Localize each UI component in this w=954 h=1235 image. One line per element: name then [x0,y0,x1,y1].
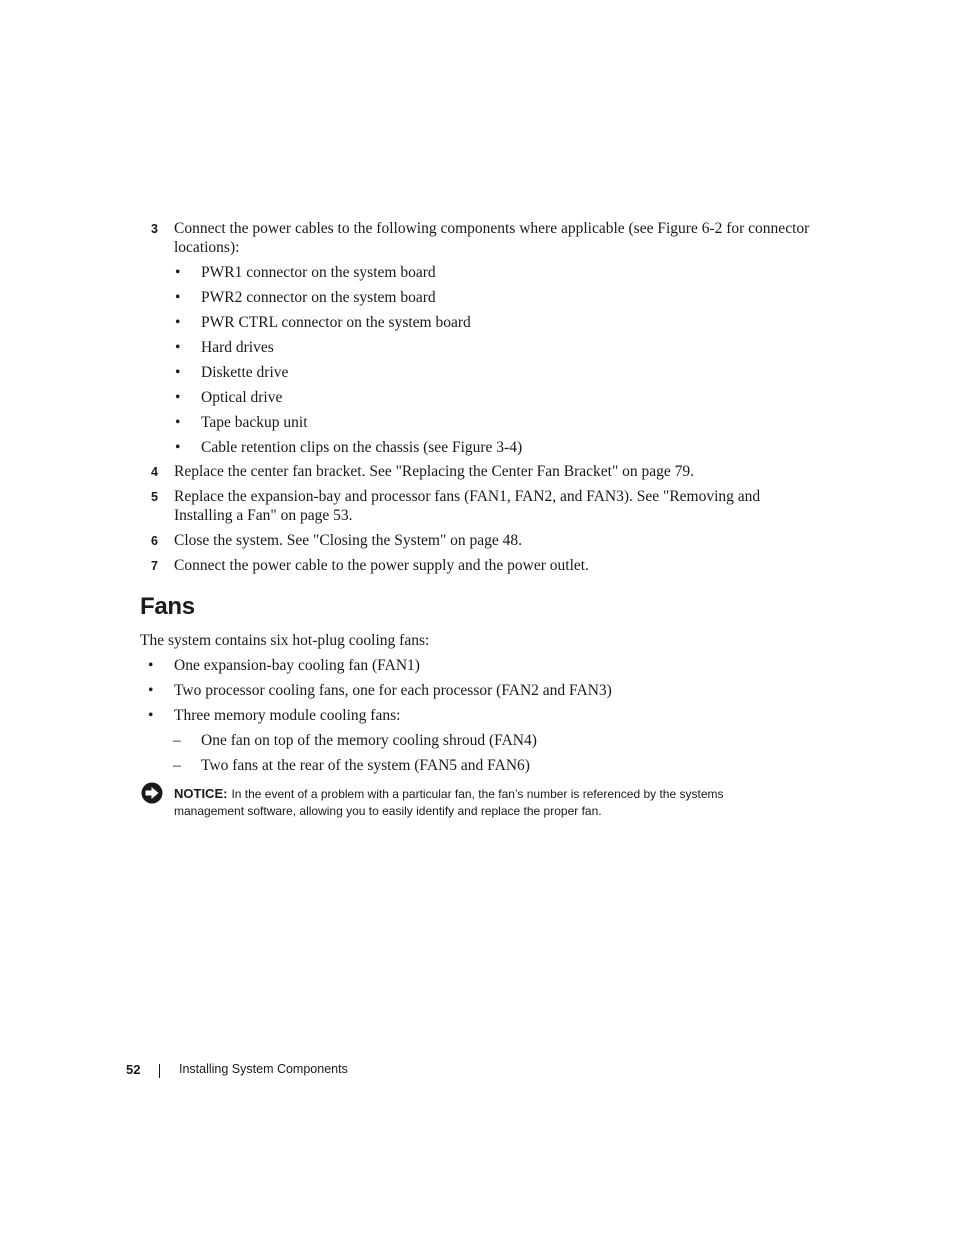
list-item-text: PWR CTRL connector on the system board [201,314,471,331]
list-item-text: Three memory module cooling fans: [174,707,401,724]
section-intro: The system contains six hot-plug cooling fans: [140,632,430,649]
notice-arrow-icon [141,782,163,804]
bullet-icon: • [148,682,154,699]
bullet-icon: • [148,657,154,674]
bullet-icon: • [175,264,181,281]
notice-label: NOTICE: [174,786,228,801]
list-item-text: Diskette drive [201,364,289,381]
list-item-text: Hard drives [201,339,274,356]
step-number: 3 [151,222,158,236]
list-item-text: Cable retention clips on the chassis (see Figure 3-4) [201,439,523,456]
list-item-text: PWR2 connector on the system board [201,289,436,306]
footer-title: Installing System Components [179,1062,348,1076]
page-number: 52 [126,1062,141,1077]
list-item-text: Optical drive [201,389,283,406]
step-number: 6 [151,534,158,548]
notice-box [174,785,774,820]
step-number: 7 [151,559,158,573]
list-item-text: PWR1 connector on the system board [201,264,436,281]
footer-separator [159,1064,160,1078]
list-item-text: Two processor cooling fans, one for each processor (FAN2 and FAN3) [174,682,612,699]
step-text: Close the system. See "Closing the System" on page 48. [174,532,523,549]
step-text: Replace the expansion-bay and processor fans (FAN1, FAN2, and FAN3). See "Removing and Installing a Fan" on page 53. [174,488,761,524]
step-text: Connect the power cables to the following components where applicable (see Figure 6-2 for connector locations): [174,220,810,256]
step-text: Connect the power cable to the power supply and the power outlet. [174,557,589,574]
bullet-icon: • [175,389,181,406]
list-item-text: One fan on top of the memory cooling shroud (FAN4) [201,732,537,749]
dash-icon: – [173,732,181,749]
list-item-text: Two fans at the rear of the system (FAN5 and FAN6) [201,757,530,774]
bullet-icon: • [148,707,154,724]
bullet-icon: • [175,439,181,456]
bullet-icon: • [175,414,181,431]
list-item-text: One expansion-bay cooling fan (FAN1) [174,657,420,674]
bullet-icon: • [175,314,181,331]
dash-icon: – [173,757,181,774]
step-number: 5 [151,490,158,504]
bullet-icon: • [175,339,181,356]
step-text: Replace the center fan bracket. See "Replacing the Center Fan Bracket" on page 79. [174,463,695,480]
bullet-icon: • [175,289,181,306]
step-number: 4 [151,465,158,479]
notice-text: In the event of a problem with a particular fan, the fan’s number is referenced by the systems management software, allowing you to easily identify and replace the proper fan. [174,787,724,818]
section-heading: Fans [140,593,195,620]
bullet-icon: • [175,364,181,381]
list-item-text: Tape backup unit [201,414,308,431]
